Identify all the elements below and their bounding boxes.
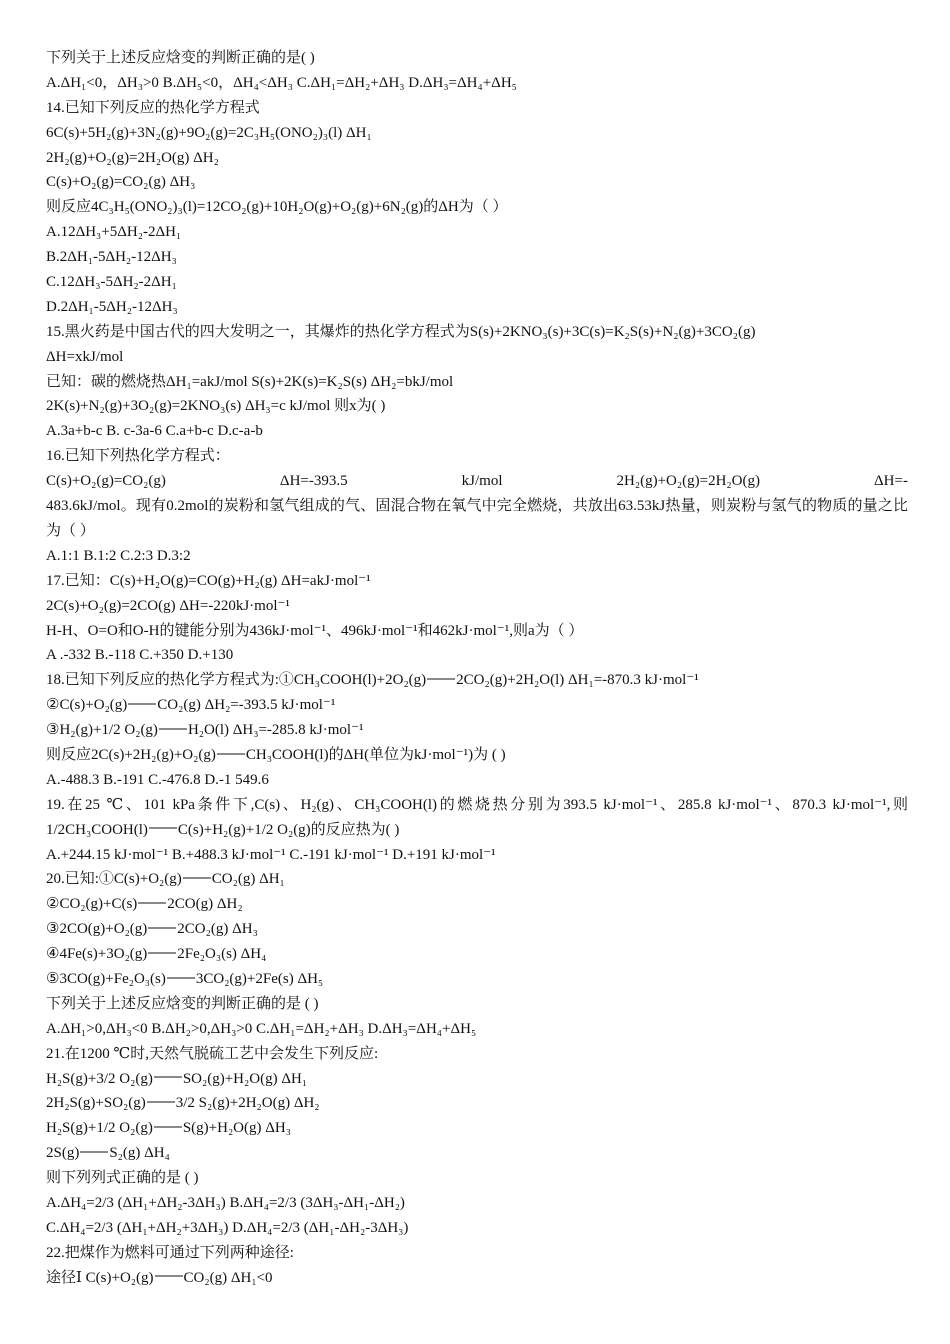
text-line: ΔH=xkJ/mol — [46, 348, 124, 365]
text-span: SO₂(g)+H₂O(g) ΔH₁ — [182, 1070, 308, 1087]
reaction-arrow-line — [167, 977, 195, 979]
equation-line — [46, 1141, 908, 1166]
option-line: D.2ΔH₁-5ΔH₂-12ΔH₃ — [46, 298, 178, 315]
text-span: ⑤3CO(g)+Fe₂O₃(s) — [46, 971, 166, 988]
text-span: CO₂(g) ΔH₁<0 — [183, 1269, 273, 1286]
equation-line — [46, 693, 908, 718]
question-16-paragraph: 483.6kJ/mol。现有0.2mol的炭粉和氢气组成的气、固混合物在氧气中完全燃烧，共放出63.53kJ热量，则炭粉与氢气的物质的量之比为（ ） — [46, 498, 908, 539]
text-line: 则反应4C₃H₅(ONO₂)₃(l)=12CO₂(g)+10H₂O(g)+O₂(g)+6N₂(g)的ΔH为（ ） — [46, 199, 508, 216]
text-span: S₂(g) ΔH₄ — [109, 1145, 170, 1162]
equation-line — [46, 1116, 908, 1141]
text-line: 则下列列式正确的是 ( ) — [46, 1170, 199, 1187]
text-span: CO₂(g) ΔH₁ — [211, 871, 285, 888]
reaction-arrow-line — [427, 678, 455, 680]
text-span: 2Fe₂O₃(s) ΔH₄ — [177, 946, 267, 963]
option-line: A.+244.15 kJ·mol⁻¹ B.+488.3 kJ·mol⁻¹ C.-191 kJ·mol⁻¹ D.+191 kJ·mol⁻¹ — [46, 846, 496, 863]
text-line: 下列关于上述反应焓变的判断正确的是 ( ) — [46, 995, 319, 1012]
text-span: 2H₂S(g)+SO₂(g) — [46, 1095, 146, 1112]
reaction-arrow-line — [183, 877, 211, 879]
text-line: 2C(s)+O₂(g)=2CO(g) ΔH=-220kJ·mol⁻¹ — [46, 597, 290, 614]
text-span: C(s)+O₂(g)=CO₂(g) — [46, 473, 166, 490]
option-line: A.3a+b-c B. c-3a-6 C.a+b-c D.c-a-b — [46, 423, 263, 440]
option-line: A.12ΔH₃+5ΔH₂-2ΔH₁ — [46, 224, 182, 241]
text-span: S(g)+H₂O(g) ΔH₃ — [182, 1120, 291, 1137]
text-line: C(s)+O₂(g)=CO₂(g) ΔH₃ — [46, 174, 196, 191]
option-line: C.ΔH₄=2/3 (ΔH₁+ΔH₂+3ΔH₃) D.ΔH₄=2/3 (ΔH₁-ΔH₂-3ΔH₃) — [46, 1219, 409, 1236]
text-span: kJ/mol — [461, 473, 503, 490]
equation-line — [46, 967, 908, 992]
equation-line — [46, 892, 908, 917]
text-line: A.ΔH₁<0，ΔH₃>0 B.ΔH₅<0，ΔH₄<ΔH₃ C.ΔH₁=ΔH₂+ΔH₃ D.ΔH₃=ΔH₄+ΔH₅ — [46, 74, 517, 91]
text-line: 下列关于上述反应焓变的判断正确的是( ) — [46, 50, 315, 66]
text-span: 2CO(g) ΔH₂ — [167, 896, 243, 913]
option-line: A .-332 B.-118 C.+350 D.+130 — [46, 647, 234, 664]
reaction-arrow-line — [128, 703, 156, 705]
text-span: 3CO₂(g)+2Fe(s) ΔH₅ — [195, 971, 324, 988]
text-span: 19.在25 ℃、101 kPa条件下,C(s)、H₂(g)、CH₃COOH(l)的燃烧热分别为393.5 kJ·mol⁻¹、285.8 kJ·mol⁻¹、870.3 kJ·mol⁻¹,则1/2CH₃COOH(l) — [46, 796, 908, 838]
question-16-title: 16.已知下列热化学方程式： — [46, 448, 230, 465]
question-20-title — [46, 867, 908, 892]
text-line: 2H₂(g)+O₂(g)=2H₂O(g) ΔH₂ — [46, 149, 219, 166]
option-line: A.1:1 B.1:2 C.2:3 D.3:2 — [46, 547, 191, 564]
text-line: H-H、O=O和O-H的键能分别为436kJ·mol⁻¹、496kJ·mol⁻¹和462kJ·mol⁻¹,则a为（ ） — [46, 622, 584, 639]
text-span: ③2CO(g)+O₂(g) — [46, 921, 148, 938]
equation-line — [46, 718, 908, 743]
option-line: A.ΔH₁>0,ΔH₃<0 B.ΔH₂>0,ΔH₃>0 C.ΔH₁=ΔH₂+ΔH₃ D.ΔH₃=ΔH₄+ΔH₅ — [46, 1020, 477, 1037]
text-span: CH₃COOH(l)的ΔH(单位为kJ·mol⁻¹)为 ( ) — [245, 746, 506, 763]
reaction-arrow-line — [154, 1076, 182, 1078]
text-span: H₂S(g)+3/2 O₂(g) — [46, 1070, 153, 1087]
question-22-title: 22.把煤作为燃料可通过下列两种途径: — [46, 1244, 294, 1261]
option-line: A.ΔH₄=2/3 (ΔH₁+ΔH₂-3ΔH₃) B.ΔH₄=2/3 (3ΔH₃-ΔH₁-ΔH₂) — [46, 1195, 405, 1212]
text-span: 20.已知:①C(s)+O₂(g) — [46, 871, 182, 888]
text-line: 已知：碳的燃烧热ΔH₁=akJ/mol S(s)+2K(s)=K₂S(s) ΔH₂=bkJ/mol — [46, 373, 454, 390]
document-page — [46, 46, 908, 1291]
text-span: 3/2 S₂(g)+2H₂O(g) ΔH₂ — [175, 1095, 320, 1112]
reaction-arrow-line — [155, 1275, 183, 1277]
question-15-title: 15.黑火药是中国古代的四大发明之一，其爆炸的热化学方程式为S(s)+2KNO₃(s)+3C(s)=K₂S(s)+N₂(g)+3CO₂(g) — [46, 323, 756, 340]
text-span: 途径Ⅰ C(s)+O₂(g) — [46, 1269, 154, 1286]
reaction-arrow-line — [149, 827, 177, 829]
text-span: ②C(s)+O₂(g) — [46, 697, 128, 714]
question-18-title — [46, 668, 908, 693]
equation-line — [46, 942, 908, 967]
question-19-paragraph — [46, 793, 908, 843]
text-span: 2CO₂(g) ΔH₃ — [177, 921, 258, 938]
reaction-arrow-line — [217, 753, 245, 755]
option-line: A.-488.3 B.-191 C.-476.8 D.-1 549.6 — [46, 771, 269, 788]
text-span: 18.已知下列反应的热化学方程式为:①CH₃COOH(l)+2O₂(g) — [46, 672, 427, 689]
text-span: 2H₂(g)+O₂(g)=2H₂O(g) — [616, 473, 760, 490]
text-span: H₂O(l) ΔH₃=-285.8 kJ·mol⁻¹ — [187, 722, 364, 739]
text-span: ③H₂(g)+1/2 O₂(g) — [46, 722, 158, 739]
equation-line — [46, 743, 908, 768]
text-span: C(s)+H₂(g)+1/2 O₂(g)的反应热为( ) — [177, 821, 400, 838]
text-span: ΔH=- — [874, 473, 908, 490]
equation-line — [46, 1067, 908, 1092]
text-line: 6C(s)+5H₂(g)+3N₂(g)+9O₂(g)=2C₃H₅(ONO₂)₃(l) ΔH₁ — [46, 124, 372, 141]
reaction-arrow-line — [147, 1101, 175, 1103]
text-span: 则反应2C(s)+2H₂(g)+O₂(g) — [46, 746, 216, 763]
text-span: 2CO₂(g)+2H₂O(l) ΔH₁=-870.3 kJ·mol⁻¹ — [456, 672, 699, 689]
equation-line — [46, 1266, 908, 1291]
reaction-arrow-line — [80, 1151, 108, 1153]
equation-line — [46, 917, 908, 942]
reaction-arrow-line — [148, 927, 176, 929]
text-span: CO₂(g) ΔH₂=-393.5 kJ·mol⁻¹ — [157, 697, 336, 714]
option-line: B.2ΔH₁-5ΔH₂-12ΔH₃ — [46, 249, 177, 266]
reaction-arrow-line — [159, 728, 187, 730]
question-17-title: 17.已知：C(s)+H₂O(g)=CO(g)+H₂(g) ΔH=akJ·mol⁻¹ — [46, 572, 371, 589]
question-14-title: 14.已知下列反应的热化学方程式 — [46, 99, 260, 116]
text-span: ④4Fe(s)+3O₂(g) — [46, 946, 148, 963]
question-21-title: 21.在1200 ℃时,天然气脱硫工艺中会发生下列反应: — [46, 1045, 379, 1062]
text-span: ②CO₂(g)+C(s) — [46, 896, 138, 913]
reaction-arrow-line — [154, 1126, 182, 1128]
text-span: ΔH=-393.5 — [279, 473, 348, 490]
reaction-arrow-line — [148, 952, 176, 954]
reaction-arrow-line — [138, 902, 166, 904]
equation-line — [46, 1091, 908, 1116]
text-line: 2K(s)+N₂(g)+3O₂(g)=2KNO₃(s) ΔH₃=c kJ/mol 则x为( ) — [46, 398, 386, 415]
justified-equation-line — [46, 469, 908, 494]
text-span: 2S(g) — [46, 1145, 80, 1162]
option-line: C.12ΔH₃-5ΔH₂-2ΔH₁ — [46, 274, 177, 291]
text-span: H₂S(g)+1/2 O₂(g) — [46, 1120, 153, 1137]
